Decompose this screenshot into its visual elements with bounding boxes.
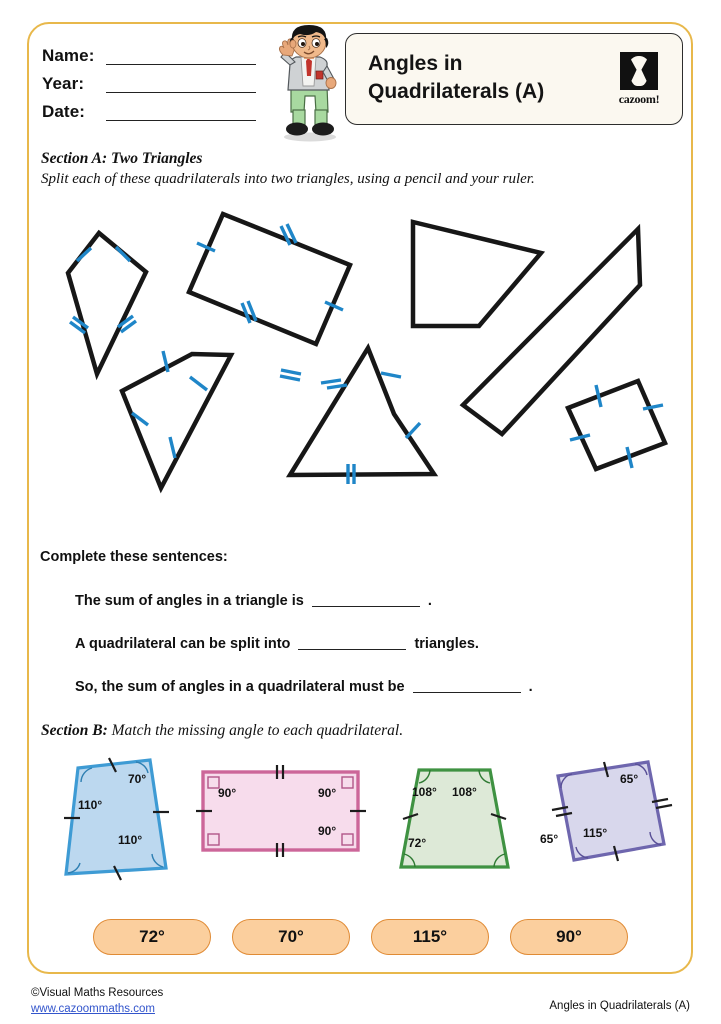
cazoom-logo xyxy=(612,52,666,110)
cazoom-logo-icon xyxy=(620,52,658,90)
page-title xyxy=(368,50,598,105)
shape-thin-parallelogram xyxy=(463,229,640,434)
green-angle-label-3: 72° xyxy=(408,836,427,850)
date-label: Date: xyxy=(42,102,86,121)
section-a-heading: Section A: Two Triangles xyxy=(41,150,203,167)
sentence-1-blank[interactable] xyxy=(312,606,420,607)
sentence-2-before: A quadrilateral can be split into xyxy=(75,636,291,652)
section-b-heading-label: Section B: xyxy=(41,722,108,739)
tick-marks-extra xyxy=(280,370,301,380)
sentences-title: Complete these sentences: xyxy=(40,549,228,565)
name-input-line[interactable] xyxy=(106,64,256,65)
sentence-3 xyxy=(75,679,533,695)
pink-angle-label-2: 90° xyxy=(318,786,337,800)
shape-rhombus xyxy=(122,354,231,488)
name-label: Name: xyxy=(42,46,95,65)
year-input-line[interactable] xyxy=(106,92,256,93)
date-input-line[interactable] xyxy=(106,120,256,121)
answer-option-3[interactable]: 115° xyxy=(371,919,489,955)
answer-option-1[interactable]: 72° xyxy=(93,919,211,955)
sentence-3-blank[interactable] xyxy=(413,692,521,693)
blue-angle-label-1: 70° xyxy=(128,772,147,786)
pink-angle-label-1: 90° xyxy=(218,786,237,800)
sentence-1 xyxy=(75,593,432,609)
footer-website-link[interactable]: www.cazoommaths.com xyxy=(31,1003,155,1016)
purple-angle-label-1: 65° xyxy=(620,772,639,786)
pink-angle-label-3: 90° xyxy=(318,824,337,838)
shape-rectangle xyxy=(189,214,350,344)
footer-left xyxy=(31,985,163,1018)
blue-angle-label-2: 110° xyxy=(78,798,103,812)
green-angle-label-2: 108° xyxy=(452,785,477,799)
answer-option-4[interactable]: 90° xyxy=(510,919,628,955)
shape-triangle-quadrilateral xyxy=(290,348,434,475)
purple-angle-label-3: 115° xyxy=(583,826,608,840)
year-label: Year: xyxy=(42,74,85,93)
section-a-instruction: Split each of these quadrilaterals into two triangles, using a pencil and your ruler. xyxy=(41,171,535,187)
footer-worksheet-name: Angles in Quadrilaterals (A) xyxy=(549,1000,690,1012)
page-title-line1: Angles in xyxy=(368,52,463,75)
sentence-3-before: So, the sum of angles in a quadrilateral must be xyxy=(75,679,405,695)
shape-blue-parallelogram xyxy=(66,760,166,874)
green-angle-label-1: 108° xyxy=(412,785,437,799)
footer-copyright: ©Visual Maths Resources xyxy=(31,987,164,999)
sentence-2 xyxy=(75,636,479,652)
shape-trapezium xyxy=(413,222,541,326)
page-title-line2: Quadrilaterals (A) xyxy=(368,79,545,103)
shape-pink-rectangle xyxy=(203,772,358,850)
section-b-shapes xyxy=(0,750,721,890)
shape-purple-parallelogram xyxy=(558,762,664,860)
shape-square xyxy=(568,381,665,469)
sentence-2-after: triangles. xyxy=(414,636,479,652)
cazoom-logo-wordmark: cazoom! xyxy=(618,92,660,106)
blue-angle-label-3: 110° xyxy=(118,833,143,847)
sentence-3-after: . xyxy=(528,679,533,695)
sentence-2-blank[interactable] xyxy=(298,649,406,650)
sentence-1-before: The sum of angles in a triangle is xyxy=(75,593,304,609)
section-b-heading xyxy=(41,722,403,740)
purple-angle-label-2: 65° xyxy=(540,832,559,846)
worksheet-title-box xyxy=(345,33,683,125)
sentence-1-after: . xyxy=(427,593,432,609)
section-a-shapes xyxy=(0,195,721,525)
shape-kite xyxy=(68,233,146,374)
answer-option-2[interactable]: 70° xyxy=(232,919,350,955)
section-b-instruction: Match the missing angle to each quadrilateral. xyxy=(111,722,404,739)
student-mascot-icon xyxy=(266,24,350,142)
